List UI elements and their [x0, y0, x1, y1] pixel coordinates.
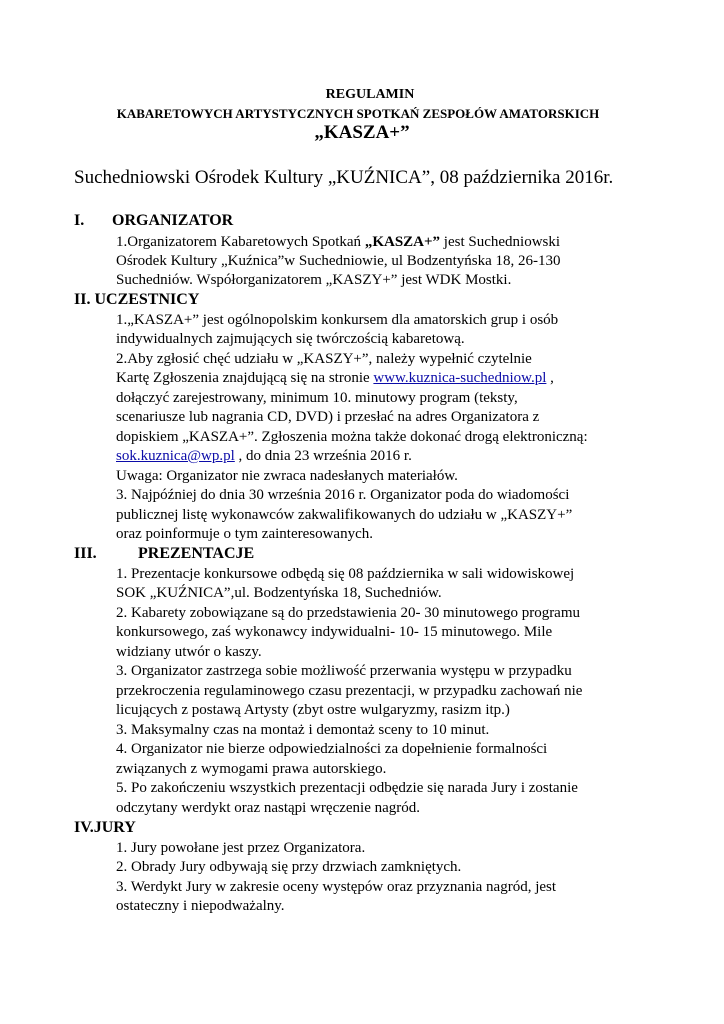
event-name: „KASZA+”	[314, 122, 410, 143]
paragraph-line: oraz poinformuje o tym zainteresowanych.	[116, 526, 373, 542]
paragraph-line: odczytany werdykt oraz nastąpi wręczenie nagród.	[116, 800, 421, 816]
section-heading-organizator	[74, 212, 233, 230]
section-number: II.	[74, 291, 91, 308]
paragraph-line: licujących z postawą Artysty (zbyt ostre wulgaryzmy, rasizm itp.)	[116, 702, 510, 718]
paragraph-line: 1. Prezentacje konkursowe odbędą się 08 października w sali widowiskowej	[116, 566, 575, 582]
paragraph-line: scenariusze lub nagrania CD, DVD) i przesłać na adres Organizatora z	[116, 409, 540, 425]
document-subtitle: KABARETOWYCH ARTYSTYCZNYCH SPOTKAŃ ZESPOŁÓW AMATORSKICH	[116, 106, 600, 121]
paragraph-line: 3. Werdykt Jury w zakresie oceny występów oraz przyznania nagród, jest	[116, 879, 557, 895]
email-link[interactable]: sok.kuznica@wp.pl	[116, 448, 235, 464]
paragraph-line: 2. Kabarety zobowiązane są do przedstawienia 20- 30 minutowego programu	[116, 605, 581, 621]
section-heading-uczestnicy	[74, 291, 199, 309]
paragraph-line: SOK „KUŹNICA”,ul. Bodzentyńska 18, Suchedniów.	[116, 585, 442, 601]
paragraph-line: 4. Organizator nie bierze odpowiedzialności za dopełnienie formalności	[116, 741, 548, 757]
section-title: ORGANIZATOR	[112, 212, 234, 229]
paragraph-line: 3. Najpóźniej do dnia 30 września 2016 r. Organizator poda do wiadomości	[116, 487, 570, 503]
paragraph-line: indywidualnych zajmujących się twórczością kabaretową.	[116, 331, 465, 347]
paragraph-line: 3. Maksymalny czas na montaż i demontaż sceny to 10 minut.	[116, 722, 490, 738]
website-link[interactable]: www.kuznica-suchedniow.pl	[373, 370, 547, 386]
paragraph-line: widziany utwór o kaszy.	[116, 644, 262, 660]
paragraph-line: sok.kuznica@wp.pl , do dnia 23 września 2016 r.	[116, 448, 412, 464]
place-date-line: Suchedniowski Ośrodek Kultury „KUŹNICA”, 08 października 2016r.	[74, 167, 614, 188]
paragraph-line: konkursowego, zaś wykonawcy indywidualni- 10- 15 minutowego. Mile	[116, 624, 553, 640]
section-heading-jury: IV.JURY	[74, 819, 136, 836]
paragraph-line: Ośrodek Kultury „Kuźnica”w Suchedniowie, ul Bodzentyńska 18, 26-130	[116, 253, 561, 269]
paragraph-line: 1.„KASZA+” jest ogólnopolskim konkursem dla amatorskich grup i osób	[116, 312, 559, 328]
section-number: III.	[74, 545, 97, 562]
paragraph-line: Suchedniów. Współorganizatorem „KASZY+” jest WDK Mostki.	[116, 272, 512, 288]
paragraph-line: 2. Obrady Jury odbywają się przy drzwiach zamkniętych.	[116, 859, 462, 875]
section-title: UCZESTNICY	[94, 291, 200, 308]
paragraph-line: Uwaga: Organizator nie zwraca nadesłanych materiałów.	[116, 468, 458, 484]
paragraph-line: Kartę Zgłoszenia znajdującą się na stronie www.kuznica-suchedniow.pl ,	[116, 370, 554, 386]
section-heading-prezentacje	[74, 545, 254, 563]
document-title: REGULAMIN	[325, 87, 415, 102]
paragraph-line: 5. Po zakończeniu wszystkich prezentacji odbędzie się narada Jury i zostanie	[116, 780, 578, 796]
paragraph-line: 3. Organizator zastrzega sobie możliwość przerwania występu w przypadku	[116, 663, 572, 679]
paragraph-line: 2.Aby zgłosić chęć udziału w „KASZY+”, należy wypełnić czytelnie	[116, 351, 532, 367]
paragraph-line: dopiskiem „KASZA+”. Zgłoszenia można także dokonać drogą elektroniczną:	[116, 429, 588, 445]
paragraph-line: publicznej listę wykonawców zakwalifikowanych do udziału w „KASZY+”	[116, 507, 573, 523]
paragraph-line: ostateczny i niepodważalny.	[116, 898, 285, 914]
section-number: I.	[74, 212, 85, 229]
paragraph-line: 1. Jury powołane jest przez Organizatora.	[116, 840, 366, 856]
paragraph-line: dołączyć zarejestrowany, minimum 10. minutowy program (teksty,	[116, 390, 518, 406]
event-name-bold: „KASZA+”	[364, 234, 441, 250]
paragraph-line: przekroczenia regulaminowego czasu prezentacji, w przypadku zachowań nie	[116, 683, 583, 699]
paragraph-line: 1.Organizatorem Kabaretowych Spotkań „KASZA+” jest Suchedniowski	[116, 234, 561, 250]
section-title: PREZENTACJE	[138, 545, 255, 562]
paragraph-line: związanych z wymogami prawa autorskiego.	[116, 761, 387, 777]
